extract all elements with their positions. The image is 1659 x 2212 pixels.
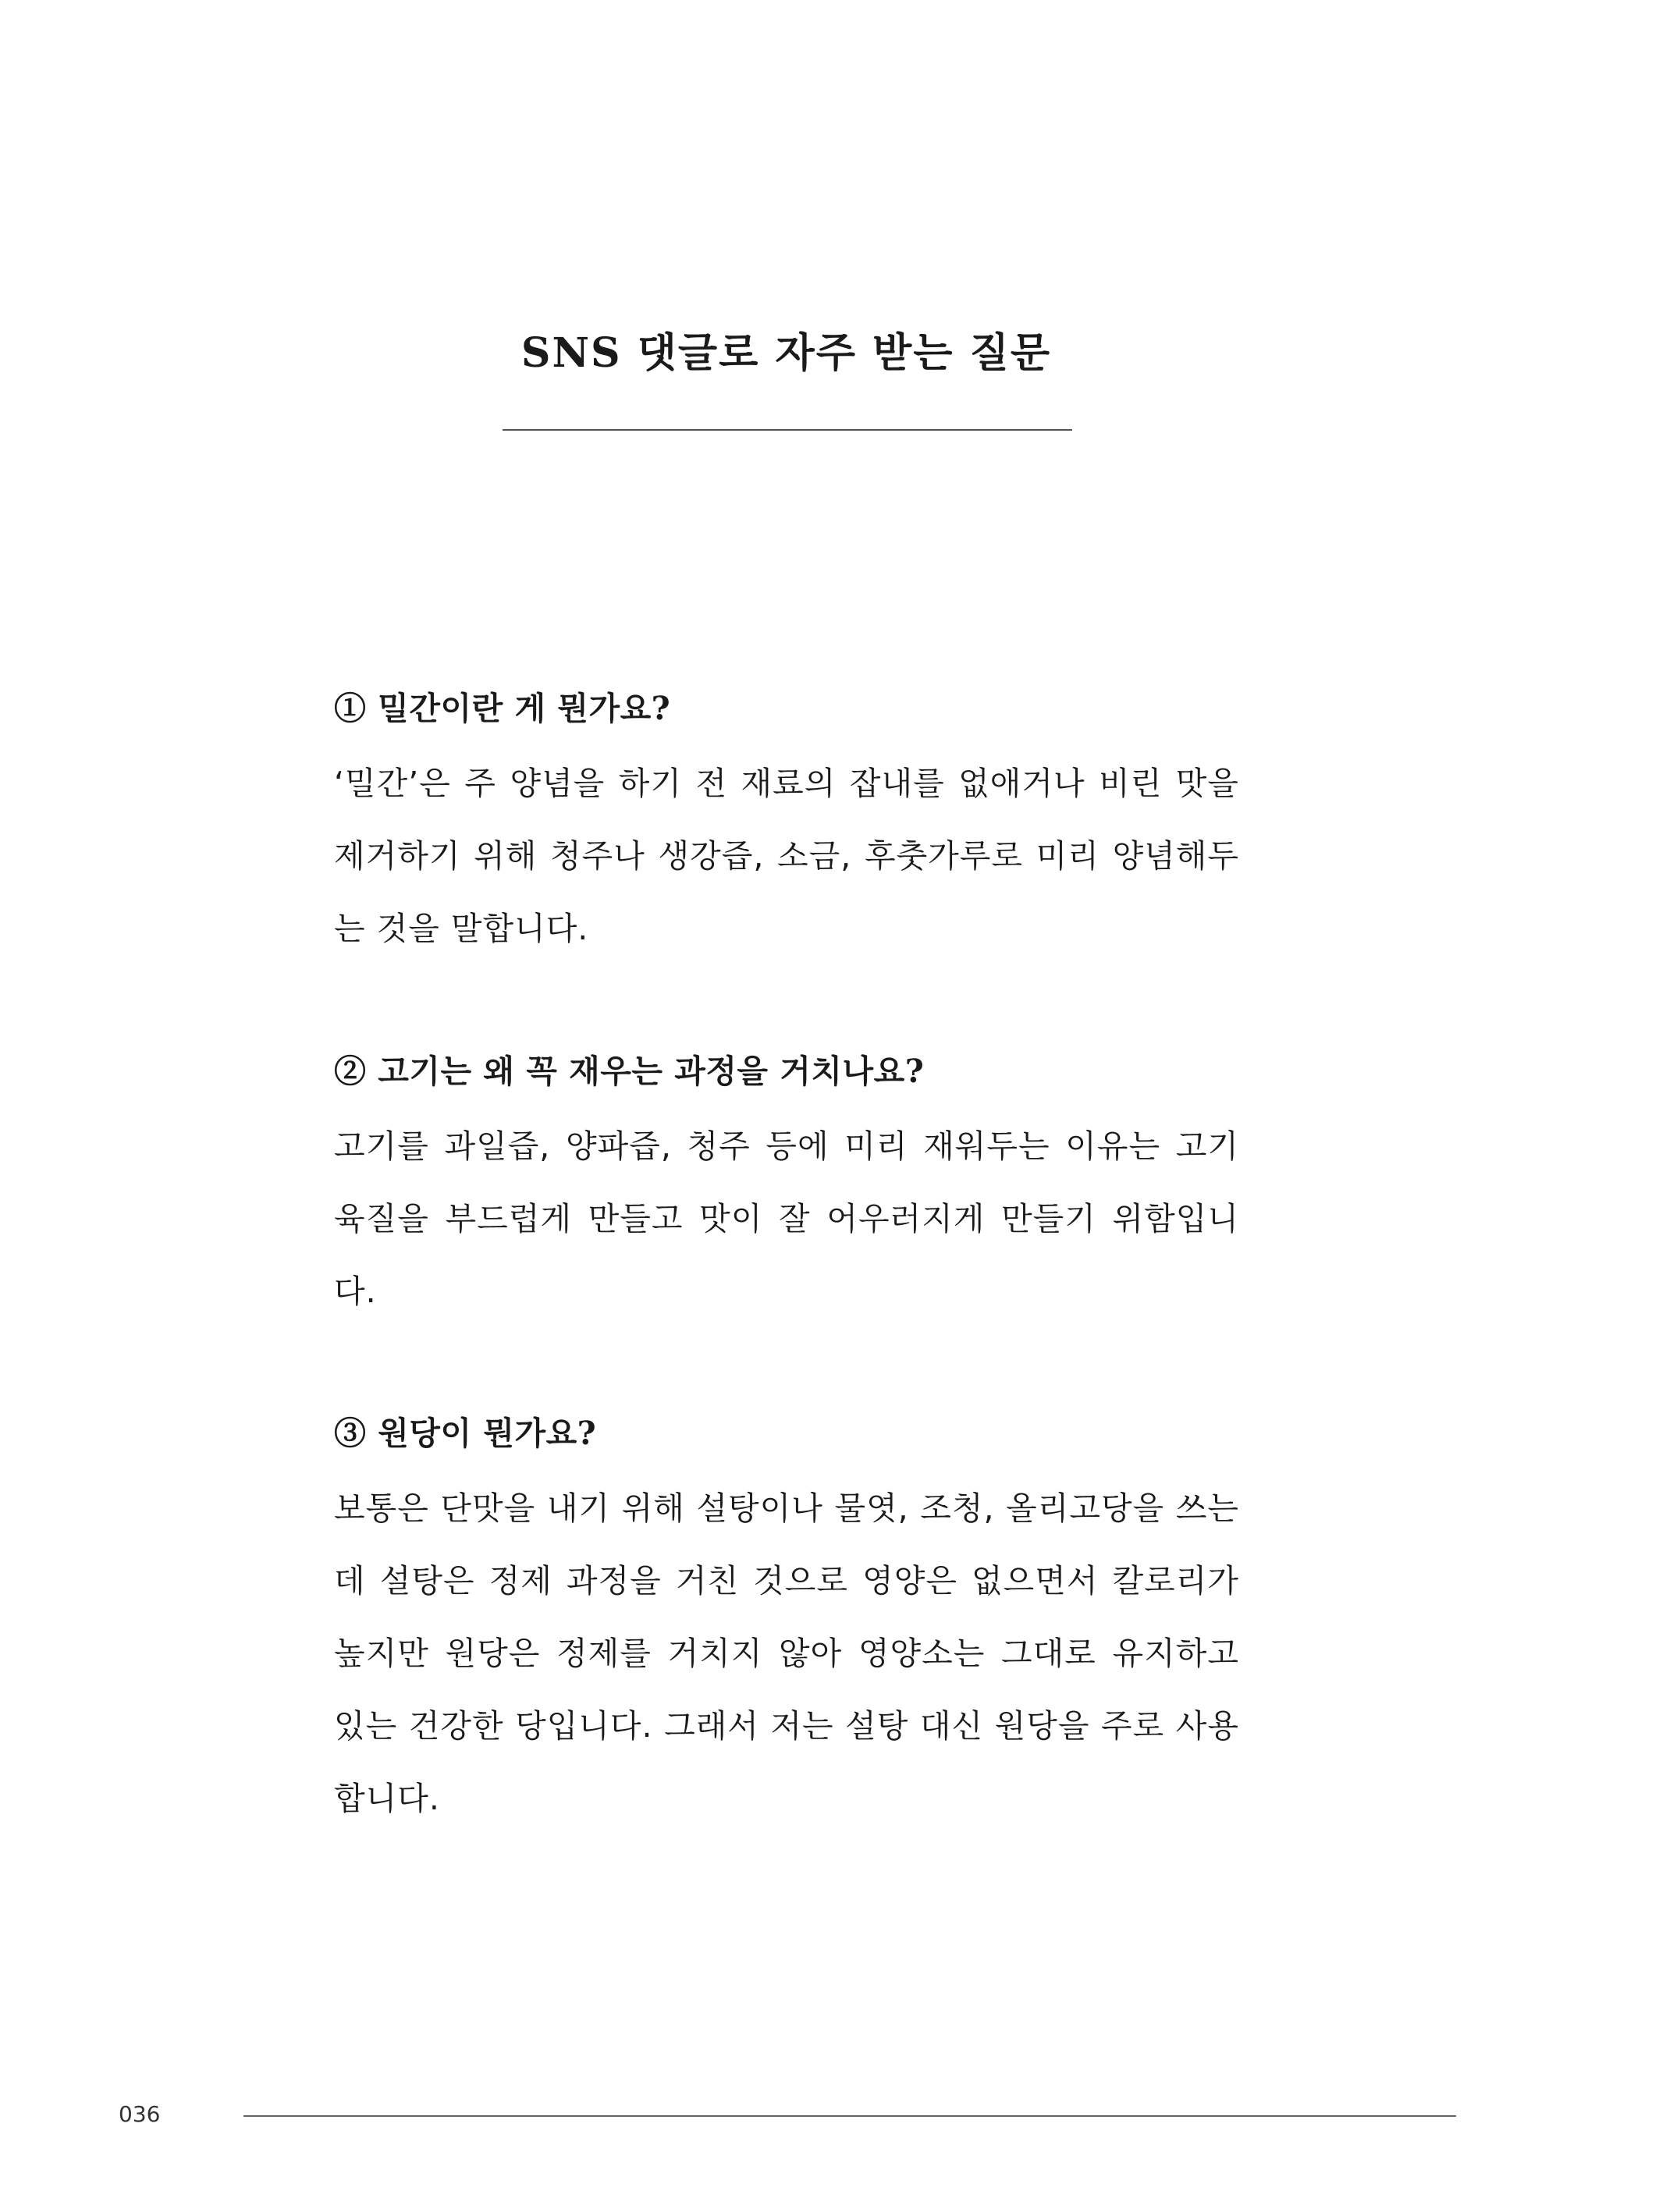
answer-text: 고기를 과일즙, 양파즙, 청주 등에 미리 재워두는 이유는 고기 육질을 부드럽게 만들고 맛이 잘 어우러지게 만들기 위함입니다.	[334, 1127, 1239, 1310]
title-divider	[503, 429, 1072, 431]
question-heading: ③ 원당이 뭔가요?	[334, 1415, 597, 1452]
qa-item-2	[334, 1048, 1239, 1328]
qa-item-3	[334, 1410, 1239, 1835]
answer-text: ‘밀간’은 주 양념을 하기 전 재료의 잡내를 없애거나 비린 맛을 제거하기 위해 청주나 생강즙, 소금, 후춧가루로 미리 양념해두는 것을 말합니다.	[334, 765, 1239, 947]
answer-text: 보통은 단맛을 내기 위해 설탕이나 물엿, 조청, 올리고당을 쓰는데 설탕은 정제 과정을 거친 것으로 영양은 없으면서 칼로리가 높지만 원당은 정제를 거치지 않아 영양소는 그대로 유지하고 있는 건강한 당입니다. 그래서 저는 설탕 대신 원당을 주로 사용합니다.	[334, 1489, 1239, 1817]
page-number: 036	[119, 2101, 161, 2127]
question-heading: ① 밀간이란 게 뭔가요?	[334, 690, 671, 727]
question-heading: ② 고기는 왜 꼭 재우는 과정을 거치나요?	[334, 1053, 925, 1090]
page-title: SNS 댓글로 자주 받는 질문	[520, 329, 1052, 377]
footer-divider	[243, 2115, 1456, 2117]
qa-item-1	[334, 685, 1239, 965]
